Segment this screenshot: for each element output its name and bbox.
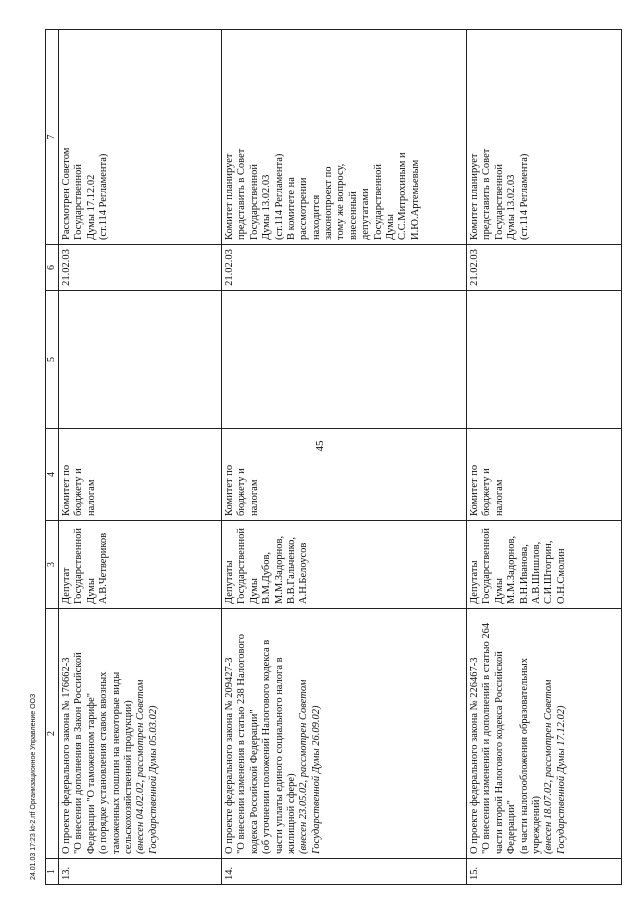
bill-committee: Комитет по бюджету и налогам bbox=[59, 429, 222, 521]
page-number: 45 bbox=[314, 440, 326, 452]
bill-authors: Депутаты Государственной Думы В.М.Дубов, М.М.Задорнов, В.В.Гальченко, А.Н.Белоусов bbox=[222, 521, 467, 609]
header-col-2: 2 bbox=[46, 609, 59, 859]
bill-title-main: О проекте федерального закона № 226467-3 "О внесении изменений и дополнений в статью 264 части второй Налогового кодекса Российской Федерации" (в части налогообложения образовательных учреждений) bbox=[469, 622, 542, 854]
header-col-3: 3 bbox=[46, 521, 59, 609]
header-col-7: 7 bbox=[46, 30, 59, 245]
bills-table bbox=[45, 29, 622, 885]
bill-col5 bbox=[222, 291, 467, 429]
bill-col5 bbox=[59, 291, 222, 429]
bill-title-main: О проекте федерального закона № 209427-3 "О внесении изменения в статью 238 Налогового кодекса Российской Федерации" (об уточнении положений Налогового кодекса в части уплаты единого социального налога в жилищной сфере) bbox=[224, 634, 297, 854]
bill-date: 21.02.03 bbox=[222, 245, 467, 291]
header-col-6: 6 bbox=[46, 245, 59, 291]
bill-authors: Депутаты Государственной Думы М.М.Задорнов, В.Н.Иванова, А.В.Шишлов, С.И.Штогрин, О.Н.Смолин bbox=[467, 521, 622, 609]
row-number: 14. bbox=[222, 859, 467, 885]
bill-title-note: (внесен 04.02.02, рассмотрен Советом Государственной Думы 05.03.02) bbox=[135, 679, 159, 854]
table-row bbox=[222, 30, 467, 885]
header-row bbox=[46, 30, 59, 885]
header-col-4: 4 bbox=[46, 429, 59, 521]
footer-file-info: 24.01.03 17:23 kt-2.rtf Организационное Управление ООЗ bbox=[30, 693, 37, 880]
bill-title bbox=[467, 609, 622, 859]
bill-date: 21.02.03 bbox=[467, 245, 622, 291]
table-row bbox=[467, 30, 622, 885]
bill-authors: Депутат Государственной Думы А.В.Четвериков bbox=[59, 521, 222, 609]
header-col-1: 1 bbox=[46, 859, 59, 885]
bill-title-note: (внесен 18.07.02, рассмотрен Советом Государственной Думы 17.12.02) bbox=[543, 679, 567, 854]
row-number: 13. bbox=[59, 859, 222, 885]
header-col-5: 5 bbox=[46, 291, 59, 429]
bill-status: Комитет планирует представить в Совет Государственной Думы 13.02.03 (ст.114 Регламента) В комитете на рассмотрении находится законопроект по тому же вопросу, внесенный депутатами Государственной Думы С.С.Митрохиным и И.Ю.Артемьевым bbox=[222, 30, 467, 245]
bill-title bbox=[222, 609, 467, 859]
bill-title-note: (внесен 23.05.02, рассмотрен Советом Государственной Думы 26.09.02) bbox=[298, 679, 322, 854]
bill-title bbox=[59, 609, 222, 859]
bill-status: Комитет планирует представить в Совет Государственной Думы 13.02.03 (ст.114 Регламента) bbox=[467, 30, 622, 245]
row-number: 15. bbox=[467, 859, 622, 885]
bill-committee: Комитет по бюджету и налогам bbox=[467, 429, 622, 521]
bill-col5 bbox=[467, 291, 622, 429]
bill-status: Рассмотрен Советом Государственной Думы 17.12.02 (ст.114 Регламента) bbox=[59, 30, 222, 245]
table-row bbox=[59, 30, 222, 885]
bill-date: 21.02.03 bbox=[59, 245, 222, 291]
rotated-table-wrapper bbox=[45, 30, 635, 885]
bill-committee: Комитет по бюджету и налогам bbox=[222, 429, 467, 521]
bill-title-main: О проекте федерального закона № 176662-3 "О внесении дополнения в Закон Российской Федерации "О таможенном тарифе" (о порядке установления ставок ввозных таможенных пошлин на некоторые виды сельскохозяйственной продукции) bbox=[61, 652, 134, 854]
